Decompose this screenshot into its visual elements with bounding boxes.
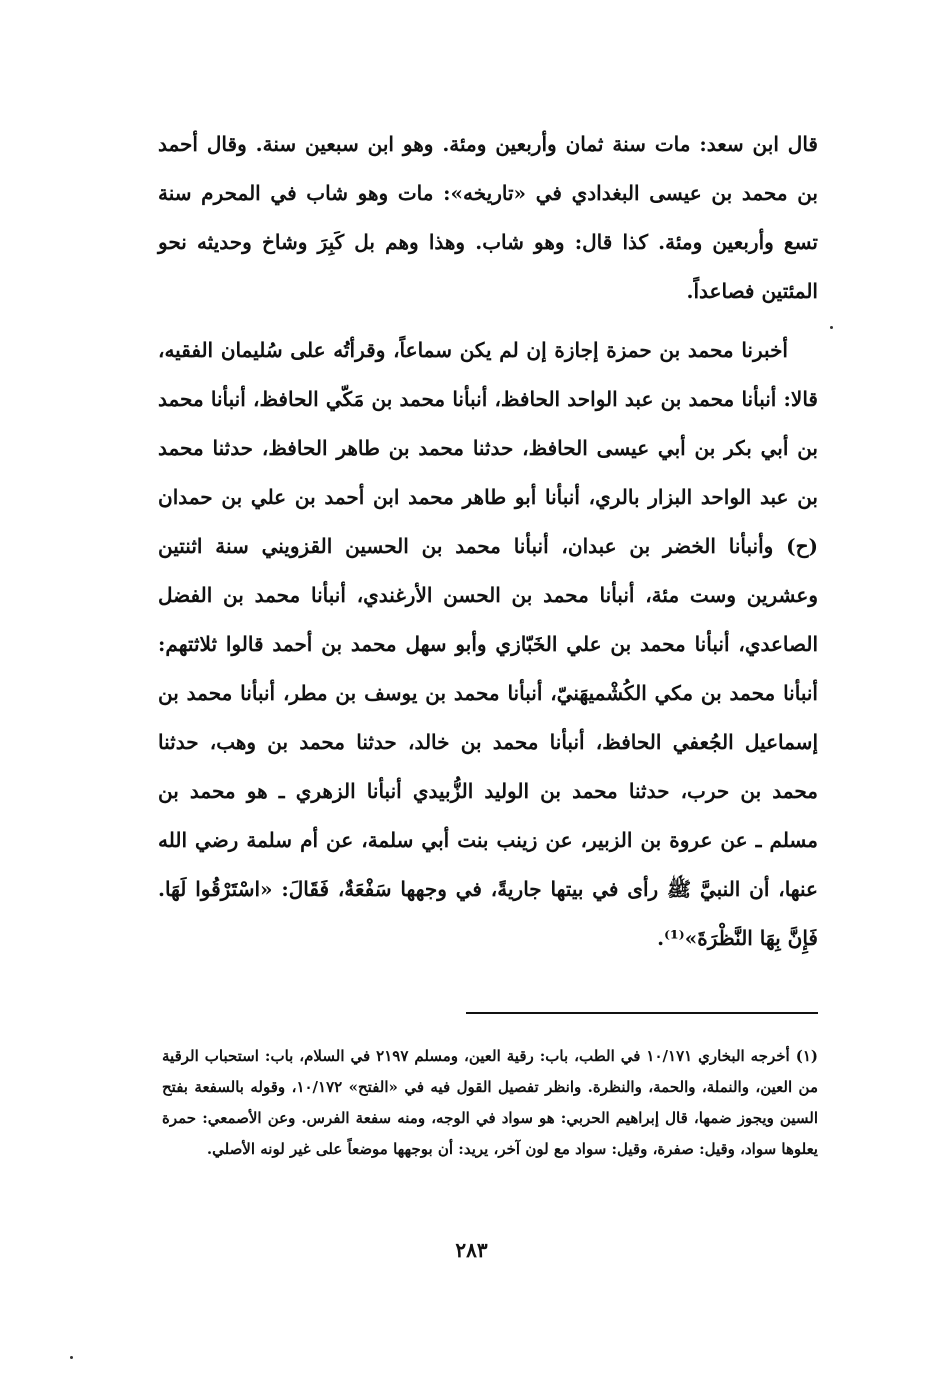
scan-speck <box>830 326 833 329</box>
page-number: ٢٨٣ <box>455 1238 488 1262</box>
footnote: (١) أخرجه البخاري ١٠/١٧١ في الطب، باب: رقية العين، ومسلم ٢١٩٧ في السلام، باب: استحباب الرقية من العين، والنملة، والحمة، والنظرة. وانظر تفصيل القول فيه في «الفتح» ١٠/١٧٢، وقوله بالسفعة بفتح السين ويجوز ضمها، قال إبراهيم الحربي: هو سواد في الوجه، ومنه سفعة الفرس. وعن الأصمعي: حمرة يعلوها سواد، وقيل: صفرة، وقيل: سواد مع لون آخر، يريد: أن بوجهها موضعاً على غير لونه الأصلي. <box>162 1047 818 1158</box>
footnote-divider <box>466 1012 818 1014</box>
scan-speck <box>70 1356 73 1359</box>
paragraph: قال ابن سعد: مات سنة ثمان وأربعين ومئة. وهو ابن سبعين سنة. وقال أحمد بن محمد بن عيسى البغدادي في «تاريخه»: مات وهو شاب في المحرم سنة تسع وأربعين ومئة. كذا قال: وهو شاب. وهذا وهم بل كَبِرَ وشاخ وحديثه نحو المئتين فصاعداً. <box>158 132 818 303</box>
main-text <box>158 120 818 963</box>
paragraph: أخبرنا محمد بن حمزة إجازة إن لم يكن سماعاً، وقرأتُه على سُليمان الفقيه، قالا: أنبأنا محمد بن عبد الواحد الحافظ، أنبأنا محمد بن مَكّي الحافظ، أنبأنا محمد بن أبي بكر بن أبي عيسى الحافظ، حدثنا محمد بن طاهر الحافظ، حدثنا محمد بن عبد الواحد البزار بالري، أنبأنا أبو طاهر محمد ابن أحمد بن علي بن حمدان (ح) وأنبأنا الخضر بن عبدان، أنبأنا محمد بن الحسين القزويني سنة اثنتين وعشرين وست مئة، أنبأنا محمد بن الحسن الأرغندي، أنبأنا محمد بن الفضل الصاعدي، أنبأنا محمد بن علي الخَبّازي وأبو سهل محمد بن أحمد قالوا ثلاثتهم: أنبأنا محمد بن مكي الكُشْميهَنيّ، أنبأنا محمد بن يوسف بن مطر، أنبأنا محمد بن إسماعيل الجُعفي الحافظ، أنبأنا محمد بن خالد، حدثنا محمد بن وهب، حدثنا محمد بن حرب، حدثنا محمد بن الوليد الزُّبيدي أنبأنا الزهري ـ هو محمد بن مسلم ـ عن عروة بن الزبير، عن زينب بنت أبي سلمة، عن أم سلمة رضي الله عنها، أن النبيَّ ﷺ رأى في بيتها جاريةً، في وجهها سَفْعَةٌ، فَقَالَ: «اسْتَرْقُوا لَهَا. فَإِنَّ بِهَا النَّظْرَةَ»⁽¹⁾. <box>158 338 818 950</box>
